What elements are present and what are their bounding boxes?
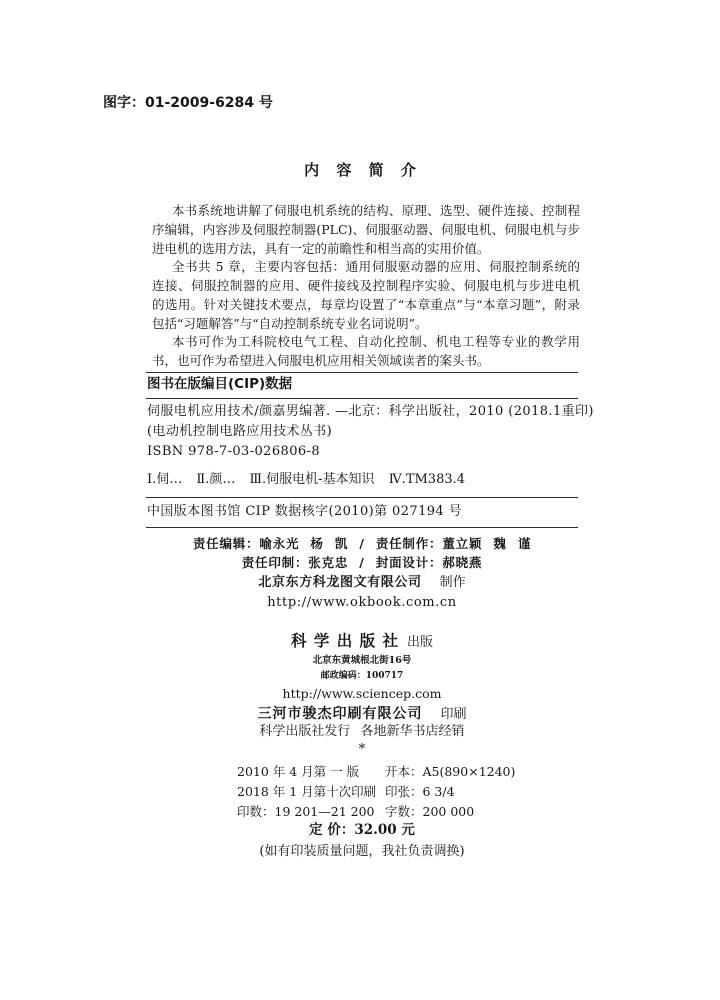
cip-bottom-rule — [146, 527, 578, 528]
summary-line: 序编辑，内容涉及伺服控制器(PLC)、伺服驱动器、伺服电机、伺服电机与步 — [152, 221, 580, 237]
cip-heading: 图书在版编目(CIP)数据 — [147, 376, 293, 392]
credit-editors: 责任编辑：喻永光 杨 凯 / 责任制作：董立颖 魏 谨 — [192, 536, 532, 551]
summary-line: 全书共 5 章，主要内容包括：通用伺服驱动器的应用、伺服控制系统的 — [172, 259, 580, 275]
price: 定 价：32.00 元 — [309, 822, 415, 838]
separator-asterisk: * — [358, 742, 366, 757]
cip-classification: Ⅰ.伺… Ⅱ.颜… Ⅲ.伺服电机-基本知识 Ⅳ.TM383.4 — [147, 472, 466, 487]
credit-printing-design: 责任印制：张克忠 / 封面设计：郝晓燕 — [241, 555, 483, 570]
producer-role: 制作 — [439, 575, 466, 590]
cip-number: 中国版本图书馆 CIP 数据核字(2010)第 027194 号 — [147, 504, 463, 519]
summary-line: 的选用。针对关键技术要点，每章均设置了“本章重点”与“本章习题”，附录 — [152, 296, 580, 312]
spec-printing: 2018 年 1 月第十次印刷 — [237, 784, 377, 799]
spec-row — [237, 802, 515, 822]
publisher-address: 北京东黄城根北街16号 — [312, 655, 412, 666]
cip-series-line: (电动机控制电路应用技术丛书) — [147, 424, 333, 439]
return-notice: (如有印装质量问题，我社负责调换) — [259, 844, 465, 859]
distribution-line: 科学出版社发行 各地新华书店经销 — [259, 724, 465, 739]
producer-url: http://www.okbook.com.cn — [267, 595, 457, 610]
summary-body — [152, 202, 580, 371]
spec-sheets: 印张：6 3/4 — [385, 784, 455, 799]
printer-role: 印刷 — [440, 707, 467, 722]
summary-line: 本书可作为工科院校电气工程、自动化控制、机电工程等专业的教学用 — [172, 334, 580, 350]
publisher-line — [0, 631, 720, 652]
spec-format: 开本：A5(890×1240) — [385, 764, 516, 779]
publisher-name: 科 学 出 版 社 — [290, 631, 400, 650]
producer-name: 北京东方科龙图文有限公司 — [258, 575, 422, 590]
publisher-role: 出版 — [407, 635, 434, 650]
spec-row — [237, 762, 515, 782]
cip-number-top-rule — [146, 497, 578, 498]
summary-title: 内 容 简 介 — [304, 161, 422, 179]
summary-line: 包括“习题解答”与“自动控制系统专业名词说明”。 — [152, 315, 428, 331]
print-specs — [237, 762, 515, 822]
cip-heading-rule — [146, 398, 578, 399]
spec-row — [237, 782, 515, 802]
summary-line: 本书系统地讲解了伺服电机系统的结构、原理、选型、硬件连接、控制程 — [172, 203, 580, 218]
license-number: 图字：01-2009-6284 号 — [103, 95, 273, 111]
summary-line: 书，也可作为希望进入伺服电机应用相关领域读者的案头书。 — [152, 353, 490, 368]
printer-line — [0, 706, 720, 723]
spec-word-count: 字数：200 000 — [385, 804, 475, 819]
cip-record — [147, 402, 594, 462]
publisher-postcode: 邮政编码：100717 — [320, 671, 404, 681]
spec-print-run: 印数：19 201—21 200 — [237, 804, 375, 819]
summary-line: 进电机的选用方法，具有一定的前瞻性和相当高的实用价值。 — [152, 240, 490, 256]
cip-top-rule — [146, 372, 578, 373]
cip-isbn-line: ISBN 978-7-03-026806-8 — [147, 444, 320, 459]
summary-line: 连接、伺服控制器的应用、硬件接线及控制程序实验、伺服电机与步进电机 — [152, 278, 580, 293]
spec-edition: 2010 年 4 月第 一 版 — [237, 764, 360, 779]
printer-name: 三河市骏杰印刷有限公司 — [257, 706, 423, 722]
producer-line — [0, 574, 720, 591]
cip-title-line: 伺服电机应用技术/颜嘉男编著. —北京：科学出版社，2010 (2018.1重印) — [147, 404, 594, 419]
publisher-url: http://www.sciencep.com — [282, 686, 442, 701]
